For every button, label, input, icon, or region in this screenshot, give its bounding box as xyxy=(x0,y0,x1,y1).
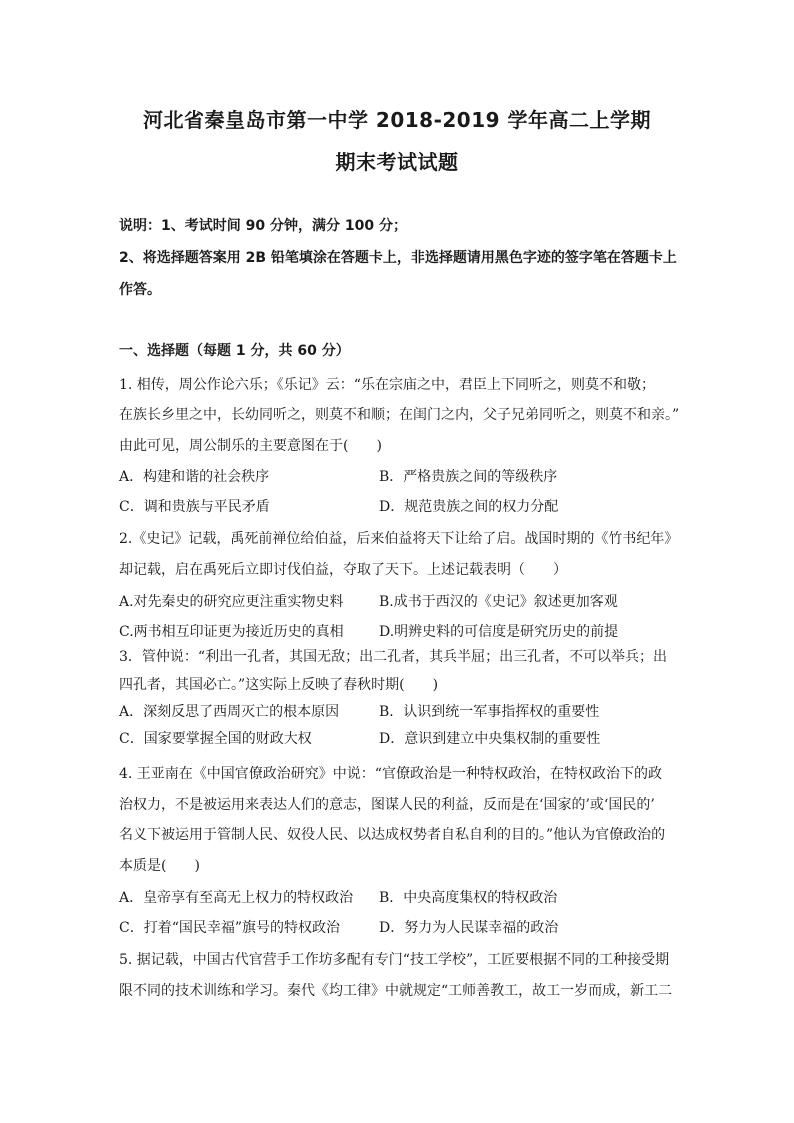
question-4-option-d: D．努力为人民谋幸福的政治 xyxy=(379,920,559,936)
question-1-option-c: C．调和贵族与平民矛盾 xyxy=(119,499,270,515)
exam-subtitle: 期末考试试题 xyxy=(335,150,459,174)
instructions-line-1: 说明：1、考试时间 90 分钟，满分 100 分； xyxy=(119,218,407,234)
question-4-option-b: B．中央高度集权的特权政治 xyxy=(379,890,558,906)
question-3-option-d: D．意识到建立中央集权制的重要性 xyxy=(379,731,601,747)
question-3-option-b: B．认识到统一军事指挥权的重要性 xyxy=(379,704,600,720)
question-1-line-3: 由此可见，周公制乐的主要意图在于( ) xyxy=(119,438,382,454)
question-1-option-a: A．构建和谐的社会秩序 xyxy=(119,469,270,485)
question-3-option-a: A．深刻反思了西周灭亡的根本原因 xyxy=(119,704,340,720)
exam-title: 河北省秦皇岛市第一中学 2018-2019 学年高二上学期 xyxy=(142,108,652,132)
question-4-line-3: 名义下被运用于管制人民、奴役人民、以达成权势者自私自利的目的。”他认为官僚政治的 xyxy=(119,827,666,843)
question-4-option-a: A．皇帝享有至高无上权力的特权政治 xyxy=(119,890,354,906)
question-3-option-c: C．国家要掌握全国的财政大权 xyxy=(119,731,312,747)
instructions-line-3: 作答。 xyxy=(119,282,161,298)
question-4-line-2: 治权力，不是被运用来表达人们的意志，图谋人民的利益，反而是在‘国家的’或‘国民的’ xyxy=(119,797,655,813)
question-5-line-2: 限不同的技术训练和学习。秦代《均工律》中就规定“工师善教工，故工一岁而成，新工二 xyxy=(119,983,673,999)
question-2-option-d: D.明辨史料的可信度是研究历史的前提 xyxy=(379,624,619,640)
question-2-line-1: 2.《史记》记载，禹死前禅位给伯益，后来伯益将天下让给了启。战国时期的《竹书纪年》 xyxy=(119,531,679,547)
question-1-option-b: B．严格贵族之间的等级秩序 xyxy=(379,469,558,485)
question-2-option-b: B.成书于西汉的《史记》叙述更加客观 xyxy=(379,594,618,610)
question-1-line-2: 在族长乡里之中，长幼同听之，则莫不和顺；在闺门之内，父子兄弟同听之，则莫不和亲。” xyxy=(119,407,680,423)
question-3-line-1: 3．管仲说：“利出一孔者，其国无敌；出二孔者，其兵半屈；出三孔者，不可以举兵；出 xyxy=(119,649,668,665)
question-4-option-c: C．打着“国民幸福”旗号的特权政治 xyxy=(119,920,341,936)
instructions-line-2: 2、将选择题答案用 2B 铅笔填涂在答题卡上，非选择题请用黑色字迹的签字笔在答题卡上 xyxy=(119,250,677,266)
question-5-line-1: 5. 据记载，中国古代官营手工作坊多配有专门“技工学校”，工匠要根据不同的工种接受期 xyxy=(119,952,670,968)
question-1-option-d: D．规范贵族之间的权力分配 xyxy=(379,499,559,515)
question-2-option-a: A.对先秦史的研究应更注重实物史料 xyxy=(119,594,344,610)
question-4-line-1: 4. 王亚南在《中国官僚政治研究》中说：“官僚政治是一种特权政治，在特权政治下的政 xyxy=(119,766,662,782)
question-4-line-4: 本质是( ) xyxy=(119,858,200,874)
question-3-line-2: 四孔者，其国必亡。”这实际上反映了春秋时期( ) xyxy=(119,677,439,693)
question-1-line-1: 1. 相传，周公作论六乐；《乐记》云：“乐在宗庙之中，君臣上下同听之，则莫不和敬； xyxy=(119,377,655,393)
question-2-option-c: C.两书相互印证更为接近历史的真相 xyxy=(119,624,344,640)
question-2-line-2: 却记载，启在禹死后立即讨伐伯益，夺取了天下。上述记载表明（ ） xyxy=(119,562,567,578)
section-heading: 一、选择题（每题 1 分，共 60 分） xyxy=(119,343,350,359)
